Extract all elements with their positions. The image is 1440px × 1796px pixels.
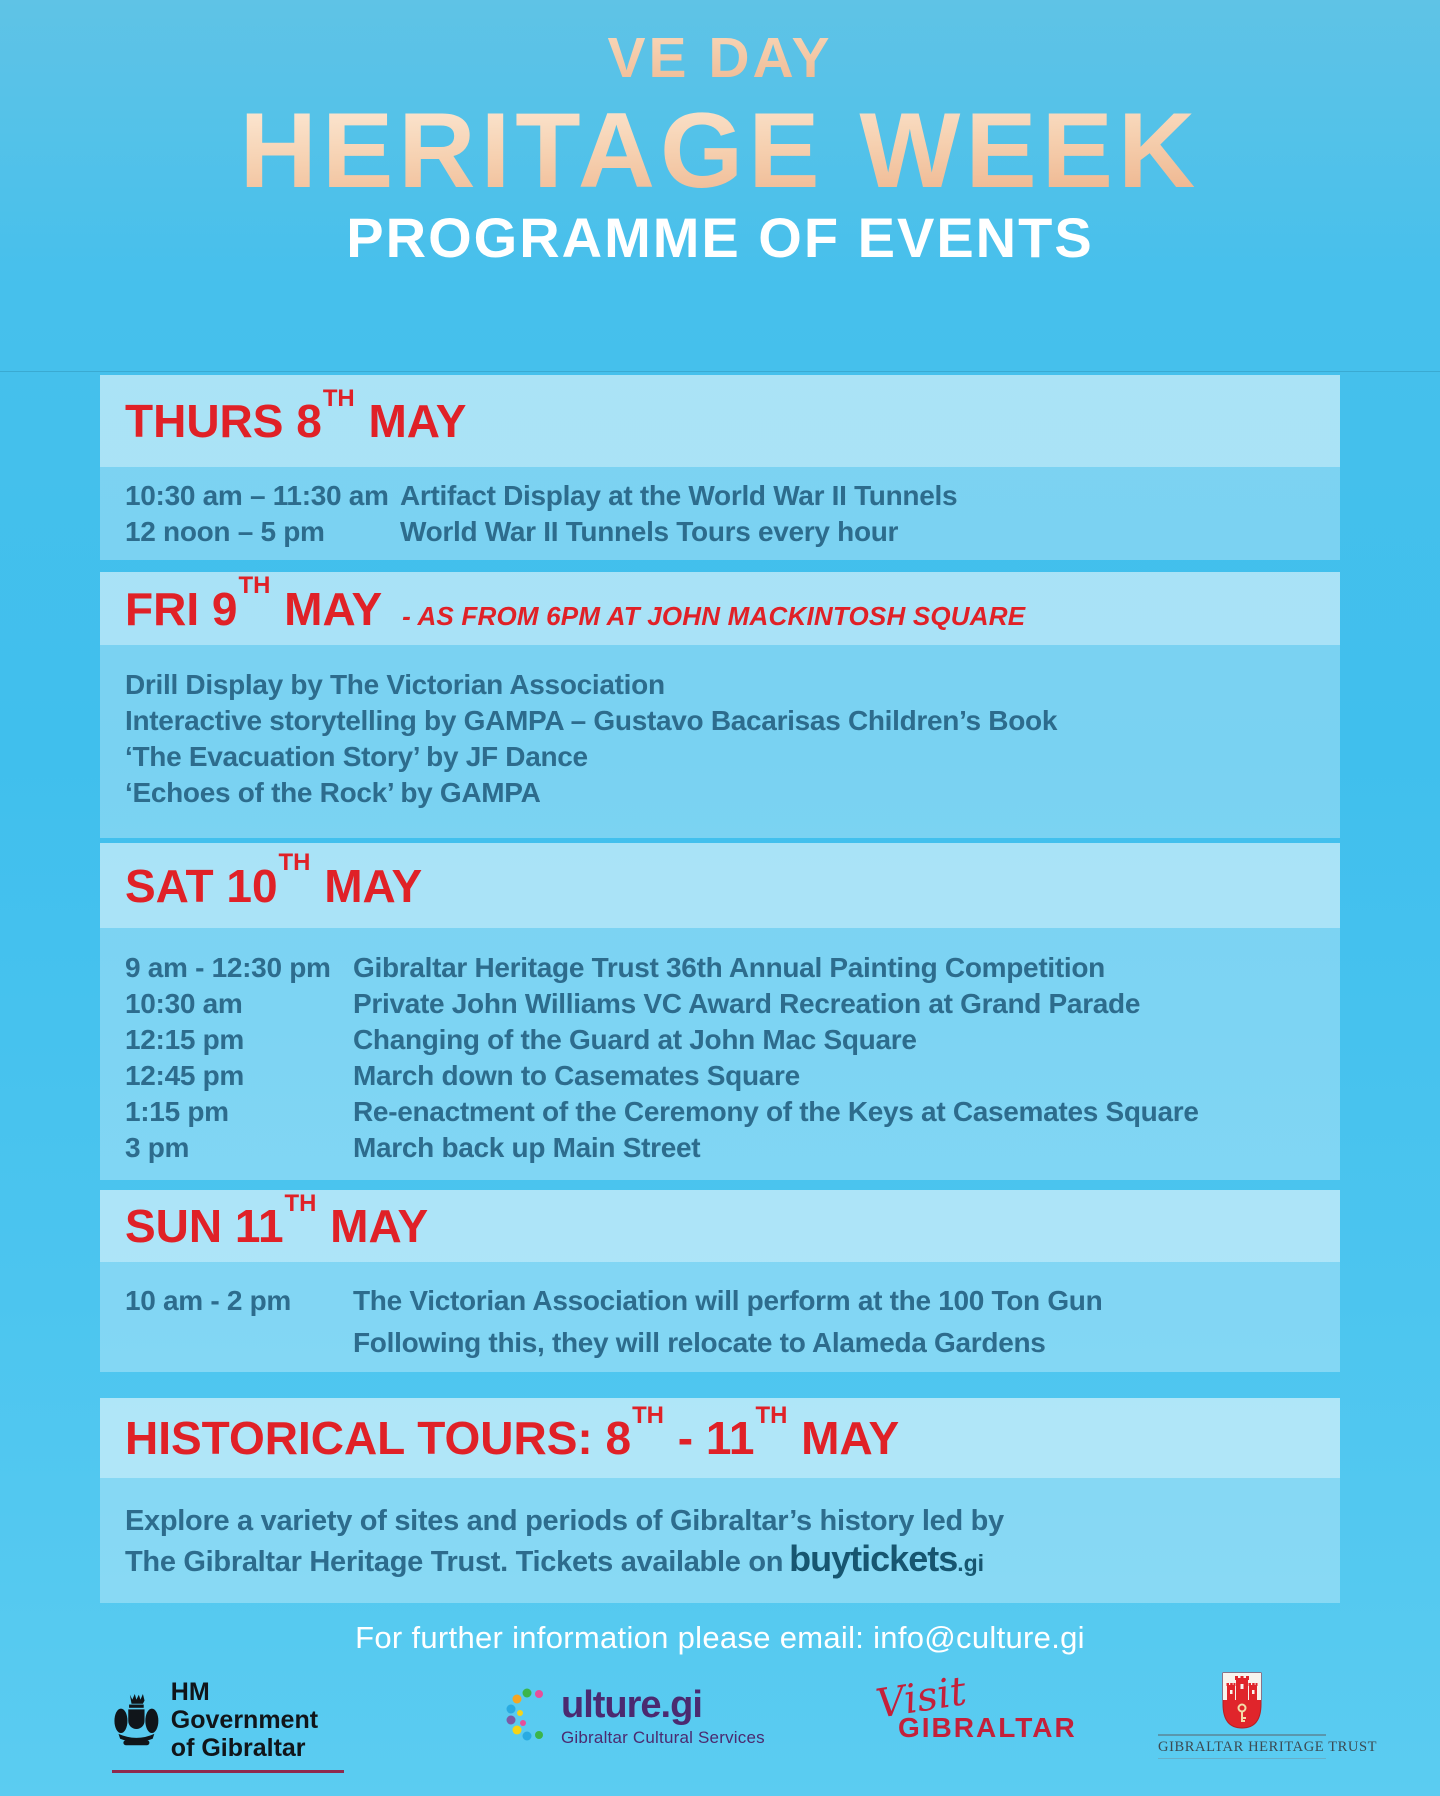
culture-gi-logo — [505, 1686, 765, 1748]
title-programme-of-events: PROGRAMME OF EVENTS — [346, 206, 1094, 269]
event-time: 12:45 pm — [125, 1060, 244, 1091]
event-row — [125, 1130, 1315, 1166]
culture-gi-subtitle: Gibraltar Cultural Services — [561, 1728, 765, 1747]
events-programme — [100, 375, 1340, 1603]
event-description: World War II Tunnels Tours every hour — [400, 516, 899, 547]
section-saturday — [100, 843, 1340, 1180]
section-header-sunday — [100, 1190, 1340, 1262]
event-line: ‘The Evacuation Story’ by JF Dance — [125, 741, 588, 772]
event-description: The Victorian Association will perform at the 100 Ton Gun Following this, they will relocate to Alameda Gardens — [353, 1285, 1103, 1358]
partner-logos — [0, 1670, 1440, 1796]
heritage-trust-logo — [1158, 1670, 1378, 1759]
event-line: Drill Display by The Victorian Association — [125, 669, 665, 700]
event-description: Private John Williams VC Award Recreation at Grand Parade — [353, 988, 1141, 1019]
event-time: 12 noon – 5 pm — [125, 516, 325, 547]
event-description: March down to Casemates Square — [353, 1060, 800, 1091]
section-body-tours — [100, 1478, 1340, 1603]
divider-line — [0, 371, 1440, 372]
section-friday — [100, 572, 1340, 838]
event-time: 9 am - 12:30 pm — [125, 952, 331, 983]
event-row — [125, 514, 1315, 550]
heritage-trust-shield-icon — [1222, 1672, 1262, 1730]
event-time: 12:15 pm — [125, 1024, 244, 1055]
event-line: ‘Echoes of the Rock’ by GAMPA — [125, 777, 541, 808]
section-title-saturday: SAT 10TH MAY — [125, 849, 423, 912]
event-description: Gibraltar Heritage Trust 36th Annual Painting Competition — [353, 952, 1105, 983]
title-ve-day: VE DAY — [0, 0, 1440, 87]
visit-gibraltar-text: GIBRALTAR — [898, 1712, 1077, 1743]
section-header-thursday — [100, 375, 1340, 467]
buytickets-logo: buytickets.gi — [789, 1538, 985, 1579]
tours-description-line: Explore a variety of sites and periods of Gibraltar’s history led by — [125, 1505, 1004, 1537]
section-note-friday: - AS FROM 6PM AT JOHN MACKINTOSH SQUARE — [402, 600, 1026, 631]
contact-email-line: For further information please email: info@culture.gi — [355, 1620, 1085, 1655]
hm-government-crest-icon — [112, 1689, 161, 1751]
tours-description-line: The Gibraltar Heritage Trust. Tickets available on buytickets.gi — [125, 1538, 985, 1579]
event-time: 1:15 pm — [125, 1096, 229, 1127]
section-body-friday — [100, 645, 1340, 838]
event-row — [125, 986, 1315, 1022]
section-body-saturday — [100, 928, 1340, 1180]
masthead — [0, 0, 1440, 269]
event-row — [125, 1094, 1315, 1130]
hm-government-underline — [112, 1770, 344, 1773]
event-line: Interactive storytelling by GAMPA – Gustavo Bacarisas Children’s Book — [125, 705, 1058, 736]
hm-government-text-line2: of Gibraltar — [170, 1734, 306, 1762]
hm-government-text-line1: HM Government — [170, 1678, 319, 1734]
visit-gibraltar-logo — [872, 1668, 1077, 1743]
event-time: 10:30 am – 11:30 am — [125, 480, 389, 511]
section-historical-tours — [100, 1398, 1340, 1603]
hm-government-logo — [112, 1678, 352, 1773]
heritage-trust-text: GIBRALTAR HERITAGE TRUST — [1158, 1734, 1326, 1759]
event-time: 3 pm — [125, 1132, 190, 1163]
event-time: 10 am - 2 pm — [125, 1285, 292, 1316]
section-header-tours — [100, 1398, 1340, 1478]
section-title-tours: HISTORICAL TOURS: 8TH - 11TH MAY — [125, 1401, 900, 1464]
section-header-friday — [100, 572, 1340, 645]
section-body-thursday — [100, 467, 1340, 560]
event-time: 10:30 am — [125, 988, 243, 1019]
event-row — [125, 950, 1315, 986]
event-row — [125, 1022, 1315, 1058]
event-description: Artifact Display at the World War II Tunnels — [400, 480, 958, 511]
event-row — [125, 1280, 1315, 1364]
section-sunday — [100, 1190, 1340, 1372]
event-description: Changing of the Guard at John Mac Square — [353, 1024, 917, 1055]
section-header-saturday — [100, 843, 1340, 928]
section-title-thursday: THURS 8TH MAY — [125, 384, 467, 447]
section-body-sunday — [100, 1262, 1340, 1372]
event-description: March back up Main Street — [353, 1132, 701, 1163]
section-title-sunday: SUN 11TH MAY — [125, 1189, 429, 1252]
event-row — [125, 478, 1315, 514]
event-description: Re-enactment of the Ceremony of the Keys at Casemates Square — [353, 1096, 1199, 1127]
culture-gi-wordmark: ulture.gi — [561, 1684, 702, 1726]
section-thursday — [100, 375, 1340, 560]
culture-c-icon — [505, 1686, 557, 1742]
visit-script-text: Visit — [872, 1668, 970, 1728]
section-title-friday: FRI 9TH MAY - AS FROM 6PM AT JOHN MACKINTOSH SQUARE — [125, 572, 1026, 635]
title-heritage-week: HERITAGE WEEK — [0, 97, 1440, 204]
event-row — [125, 1058, 1315, 1094]
